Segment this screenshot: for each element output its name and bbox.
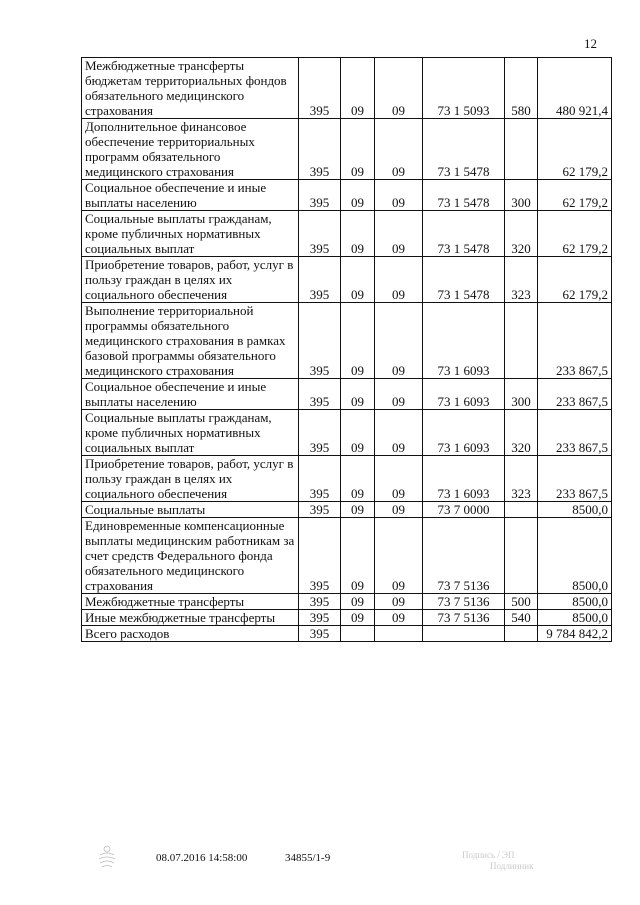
target-article: 73 1 5093 — [423, 58, 505, 119]
table-row — [82, 626, 612, 642]
amount: 62 179,2 — [538, 180, 612, 211]
subsection-code: 09 — [375, 58, 423, 119]
amount: 62 179,2 — [538, 211, 612, 257]
target-article: 73 7 5136 — [423, 518, 505, 594]
section-code: 09 — [341, 257, 375, 303]
footer-timestamp: 08.07.2016 14:58:00 — [156, 852, 248, 864]
table-row — [82, 58, 612, 119]
budget-table-body — [82, 58, 612, 642]
target-article: 73 1 6093 — [423, 456, 505, 502]
target-article: 73 7 0000 — [423, 502, 505, 518]
subsection-code: 09 — [375, 211, 423, 257]
target-article: 73 1 6093 — [423, 379, 505, 410]
amount: 233 867,5 — [538, 303, 612, 379]
row-description: Социальные выплаты гражданам, кроме публичных нормативных социальных выплат — [82, 410, 299, 456]
admin-code: 395 — [299, 502, 341, 518]
amount: 9 784 842,2 — [538, 626, 612, 642]
amount: 480 921,4 — [538, 58, 612, 119]
row-description: Межбюджетные трансферты — [82, 594, 299, 610]
row-description: Приобретение товаров, работ, услуг в пользу граждан в целях их социального обеспечения — [82, 257, 299, 303]
row-description: Дополнительное финансовое обеспечение территориальных программ обязательного медицинского страхования — [82, 119, 299, 180]
faded-signature-text — [462, 850, 533, 872]
expense-type: 320 — [505, 211, 538, 257]
expense-type: 540 — [505, 610, 538, 626]
section-code: 09 — [341, 119, 375, 180]
admin-code: 395 — [299, 410, 341, 456]
table-row — [82, 594, 612, 610]
table-row — [82, 502, 612, 518]
table-row — [82, 379, 612, 410]
row-description: Социальные выплаты гражданам, кроме публичных нормативных социальных выплат — [82, 211, 299, 257]
expense-type: 300 — [505, 379, 538, 410]
amount: 233 867,5 — [538, 456, 612, 502]
target-article: 73 1 5478 — [423, 119, 505, 180]
admin-code: 395 — [299, 610, 341, 626]
subsection-code: 09 — [375, 180, 423, 211]
expense-type — [505, 626, 538, 642]
target-article: 73 7 5136 — [423, 594, 505, 610]
subsection-code: 09 — [375, 518, 423, 594]
target-article: 73 1 5478 — [423, 257, 505, 303]
subsection-code — [375, 626, 423, 642]
amount: 8500,0 — [538, 610, 612, 626]
section-code — [341, 626, 375, 642]
table-row — [82, 211, 612, 257]
admin-code: 395 — [299, 518, 341, 594]
amount: 8500,0 — [538, 502, 612, 518]
row-description: Иные межбюджетные трансферты — [82, 610, 299, 626]
section-code: 09 — [341, 180, 375, 211]
row-description: Межбюджетные трансферты бюджетам территориальных фондов обязательного медицинского страхования — [82, 58, 299, 119]
expense-type — [505, 119, 538, 180]
amount: 62 179,2 — [538, 119, 612, 180]
target-article — [423, 626, 505, 642]
section-code: 09 — [341, 610, 375, 626]
admin-code: 395 — [299, 211, 341, 257]
amount: 8500,0 — [538, 594, 612, 610]
row-description: Всего расходов — [82, 626, 299, 642]
section-code: 09 — [341, 303, 375, 379]
faded-line-2: Подлинник — [490, 861, 534, 871]
target-article: 73 1 6093 — [423, 410, 505, 456]
target-article: 73 1 5478 — [423, 180, 505, 211]
admin-code: 395 — [299, 626, 341, 642]
admin-code: 395 — [299, 303, 341, 379]
expense-type: 580 — [505, 58, 538, 119]
budget-table — [81, 57, 612, 642]
subsection-code: 09 — [375, 502, 423, 518]
row-description: Социальное обеспечение и иные выплаты населению — [82, 379, 299, 410]
section-code: 09 — [341, 594, 375, 610]
section-code: 09 — [341, 410, 375, 456]
faded-line-1: Подпись / ЭП — [462, 850, 515, 860]
row-description: Приобретение товаров, работ, услуг в пользу граждан в целях их социального обеспечения — [82, 456, 299, 502]
table-row — [82, 410, 612, 456]
document-stamp-icon — [96, 843, 118, 869]
expense-type: 323 — [505, 257, 538, 303]
target-article: 73 7 5136 — [423, 610, 505, 626]
subsection-code: 09 — [375, 379, 423, 410]
admin-code: 395 — [299, 180, 341, 211]
table-row — [82, 610, 612, 626]
subsection-code: 09 — [375, 303, 423, 379]
subsection-code: 09 — [375, 456, 423, 502]
expense-type: 500 — [505, 594, 538, 610]
admin-code: 395 — [299, 58, 341, 119]
table-row — [82, 303, 612, 379]
row-description: Выполнение территориальной программы обязательного медицинского страхования в рамках базовой программы обязательного медицинского страхования — [82, 303, 299, 379]
table-row — [82, 456, 612, 502]
row-description: Единовременные компенсационные выплаты медицинским работникам за счет средств Федерального фонда обязательного медицинского страхования — [82, 518, 299, 594]
amount: 62 179,2 — [538, 257, 612, 303]
section-code: 09 — [341, 379, 375, 410]
expense-type — [505, 502, 538, 518]
table-row — [82, 257, 612, 303]
expense-type — [505, 303, 538, 379]
expense-type — [505, 518, 538, 594]
subsection-code: 09 — [375, 410, 423, 456]
admin-code: 395 — [299, 119, 341, 180]
expense-type: 320 — [505, 410, 538, 456]
table-row — [82, 180, 612, 211]
admin-code: 395 — [299, 594, 341, 610]
subsection-code: 09 — [375, 257, 423, 303]
target-article: 73 1 5478 — [423, 211, 505, 257]
admin-code: 395 — [299, 257, 341, 303]
amount: 233 867,5 — [538, 410, 612, 456]
section-code: 09 — [341, 518, 375, 594]
page-number: 12 — [584, 36, 597, 51]
table-row — [82, 119, 612, 180]
expense-type: 300 — [505, 180, 538, 211]
amount: 8500,0 — [538, 518, 612, 594]
target-article: 73 1 6093 — [423, 303, 505, 379]
table-row — [82, 518, 612, 594]
footer-document-id: 34855/1-9 — [285, 852, 331, 864]
section-code: 09 — [341, 211, 375, 257]
admin-code: 395 — [299, 456, 341, 502]
subsection-code: 09 — [375, 119, 423, 180]
section-code: 09 — [341, 58, 375, 119]
subsection-code: 09 — [375, 610, 423, 626]
row-description: Социальное обеспечение и иные выплаты населению — [82, 180, 299, 211]
row-description: Социальные выплаты — [82, 502, 299, 518]
section-code: 09 — [341, 456, 375, 502]
subsection-code: 09 — [375, 594, 423, 610]
expense-type: 323 — [505, 456, 538, 502]
section-code: 09 — [341, 502, 375, 518]
admin-code: 395 — [299, 379, 341, 410]
amount: 233 867,5 — [538, 379, 612, 410]
